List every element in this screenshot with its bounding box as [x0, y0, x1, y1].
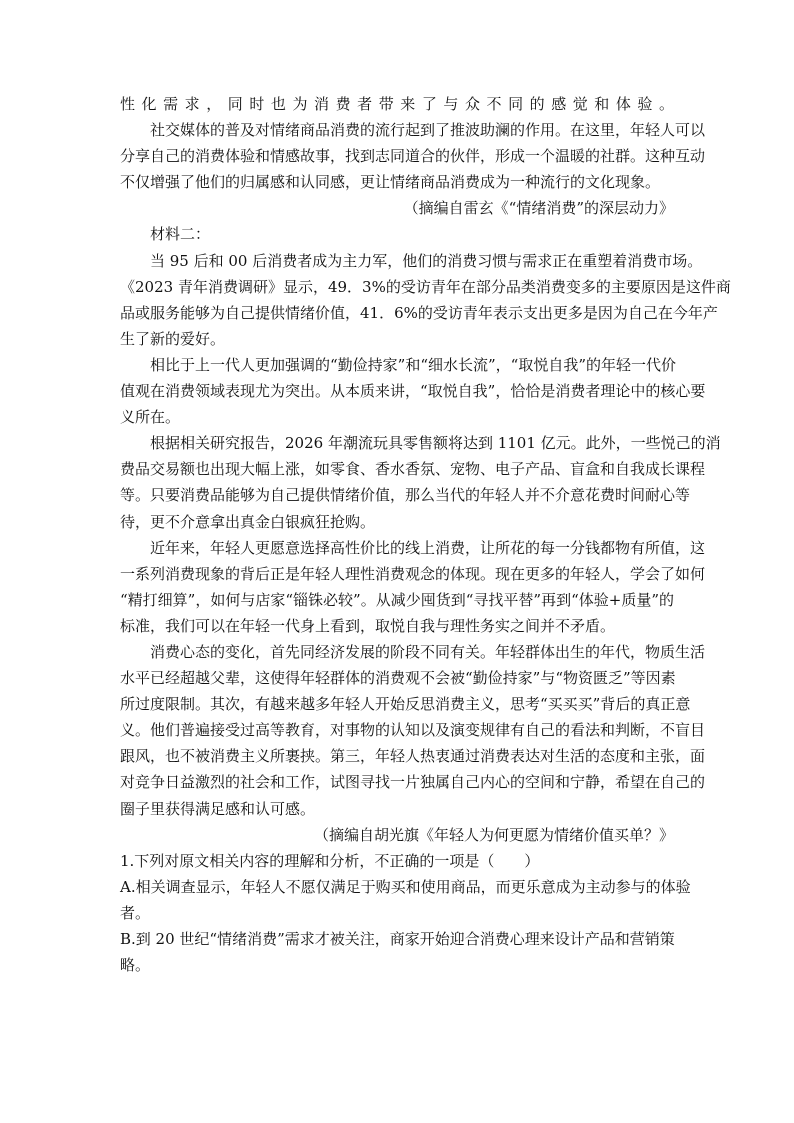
paragraph-line: 义。他们普遍接受过高等教育，对事物的认知以及演变规律有自己的看法和判断，不盲目 [120, 721, 706, 740]
paragraph-line: 等。只要消费品能够为自己提供情绪价值，那么当代的年轻人并不介意花费时间耐心等 [120, 486, 691, 505]
paragraph-line: 分享自己的消费体验和情感故事，找到志同道合的伙伴，形成一个温暖的社群。这种互动 [120, 147, 706, 166]
paragraph-line: 性化需求，同时也为消费者带来了与众不同的感觉和体验。 [120, 95, 674, 113]
paragraph-line: 圈子里获得满足感和认可感。 [120, 799, 316, 818]
paragraph-line: 一系列消费现象的背后正是年轻人理性消费观念的体现。现在更多的年轻人，学会了如何 [120, 564, 706, 583]
paragraph-line: 近年来，年轻人更愿意选择高性价比的线上消费，让所花的每一分钱都物有所值，这 [150, 538, 706, 557]
option-b-continued: 略。 [120, 956, 151, 975]
paragraph-line: 费品交易额也出现大幅上涨，如零食、香水香氛、宠物、电子产品、盲盒和自我成长课程 [120, 460, 706, 479]
section-heading: 材料二： [150, 225, 211, 244]
paragraph-line: 值观在消费领域表现尤为突出。从本质来讲，“取悦自我”，恰恰是消费者理论中的核心要 [120, 382, 706, 401]
paragraph-line: 社交媒体的普及对情绪商品消费的流行起到了推波助澜的作用。在这里，年轻人可以 [150, 121, 706, 140]
paragraph-line: 相比于上一代人更加强调的“勤俭持家”和“细水长流”，“取悦自我”的年轻一代价 [150, 355, 677, 374]
paragraph-line: 不仅增强了他们的归属感和认同感，更让情绪商品消费成为一种流行的文化现象。 [120, 173, 661, 192]
paragraph-line: 跟风，也不被消费主义所裹挟。第三，年轻人热衷通过消费表达对生活的态度和主张，面 [120, 747, 706, 766]
paragraph-line: 根据相关研究报告，2026 年潮流玩具零售额将达到 1101 亿元。此外，一些悦己的消 [150, 434, 721, 453]
paragraph-line: 所过度限制。其次，有越来越多年轻人开始反思消费主义，思考“买买买”背后的真正意 [120, 695, 691, 714]
paragraph-line: 《2023 青年消费调研》显示，49．3%的受访青年在部分品类消费变多的主要原因是这件商 [120, 277, 731, 296]
source-citation: （摘编自雷玄《“情绪消费”的深层动力》 [403, 199, 674, 218]
source-citation: （摘编自胡光旗《年轻人为何更愿为情绪价值买单？》 [313, 825, 674, 844]
option-a-continued: 者。 [120, 903, 151, 922]
document-page [120, 91, 731, 978]
paragraph-line: 义所在。 [120, 408, 181, 427]
question-stem: 1.下列对原文相关内容的理解和分析，不正确的一项是（ ） [120, 851, 540, 870]
paragraph-line: 当 95 后和 00 后消费者成为主力军，他们的消费习惯与需求正在重塑着消费市场。 [150, 251, 703, 270]
paragraph-line: 品或服务能够为自己提供情绪价值，41．6%的受访青年表示支出更多是因为自己在今年产 [120, 303, 718, 322]
option-a: A.相关调查显示，年轻人不愿仅满足于购买和使用商品，而更乐意成为主动参与的体验 [120, 877, 691, 896]
paragraph-line: 标准，我们可以在年轻一代身上看到，取悦自我与理性务实之间并不矛盾。 [120, 616, 616, 635]
paragraph-line: 生了新的爱好。 [120, 329, 226, 348]
paragraph-line: 待，更不介意拿出真金白银疯狂抢购。 [120, 512, 376, 531]
paragraph-line: 水平已经超越父辈，这使得年轻群体的消费观不会被“勤俭持家”与“物资匮乏”等因素 [120, 669, 676, 688]
paragraph-line: 对竞争日益激烈的社会和工作，试图寻找一片独属自己内心的空间和宁静，希望在自己的 [120, 773, 706, 792]
paragraph-line: “精打细算”，如何与店家“锱铢必较”。从减少囤货到“寻找平替”再到“体验+质量”的 [120, 590, 674, 609]
option-b: B.到 20 世纪“情绪消费”需求才被关注，商家开始迎合消费心理来设计产品和营销策 [120, 930, 675, 948]
paragraph-line: 消费心态的变化，首先同经济发展的阶段不同有关。年轻群体出生的年代，物质生活 [150, 642, 706, 661]
